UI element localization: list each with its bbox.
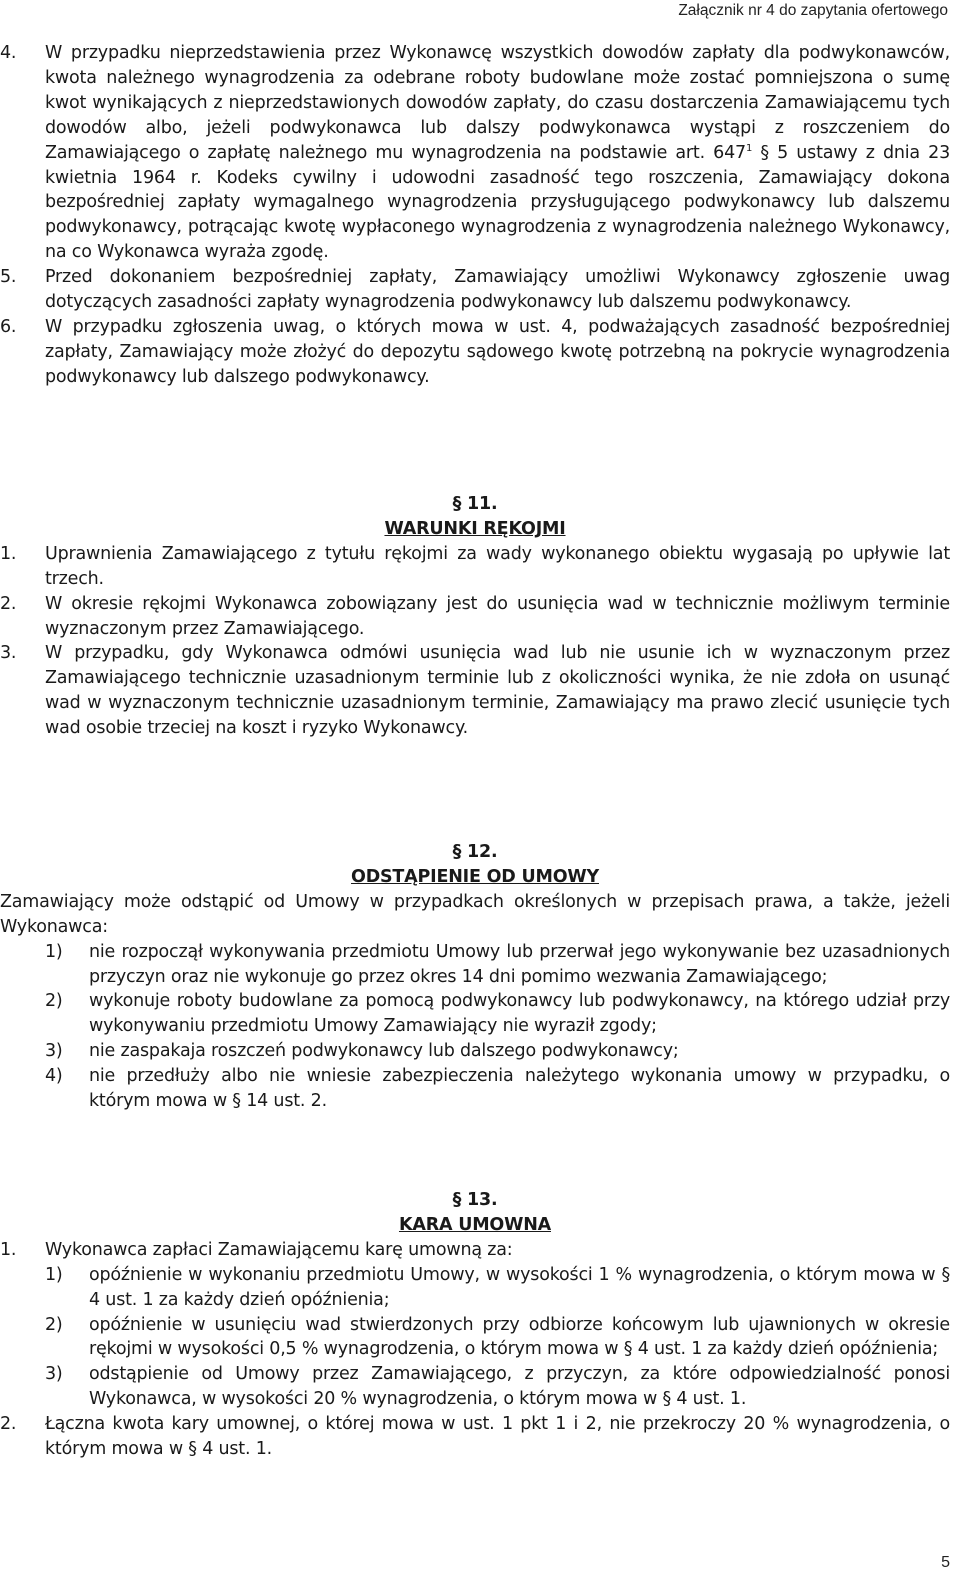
paragraph-item	[0, 265, 950, 315]
item-text: W przypadku nieprzedstawienia przez Wykonawcę wszystkich dowodów zapłaty dla podwykonawców, kwota należnego wynagrodzenia za odebrane roboty budowlane może zostać pomniejszona o sumę kwot wynikających z nieprzedstawionych dowodów zapłaty, do czasu dostarczenia Zamawiającemu tych dowodów albo, jeżeli podwykonawca lub dalszy podwykonawca wystąpi z roszczeniem do Zamawiającego o zapłatę należnego mu wynagrodzenia na podstawie art. 647	[45, 43, 950, 163]
item-text: § 5 ustawy z dnia 23 kwietnia 1964 r. Kodeks cywilny i udowodni zasadność tego roszczenia, Zamawiający dokona bezpośredniej zapłaty wymagalnego wynagrodzenia przysługującego podwykonawcy lub dalszemu podwykonawcy, potrącając kwotę wypłaconego wynagrodzenia z wynagrodzenia należnego Wykonawcy, na co Wykonawca wyraża zgodę.	[45, 142, 951, 263]
item-number: 3)	[45, 1041, 63, 1062]
item-number: 2)	[45, 1314, 63, 1335]
section-13	[0, 1188, 950, 1462]
item-text: opóźnienie w wykonaniu przedmiotu Umowy, w wysokości 1 % wynagrodzenia, o którym mowa w § 4 ust. 1 za każdy dzień opóźnienia;	[89, 1264, 950, 1310]
paragraph-item	[0, 1238, 950, 1263]
section-title: WARUNKI RĘKOJMI	[384, 518, 566, 539]
item-number: 2)	[45, 991, 63, 1012]
item-text: W okresie rękojmi Wykonawca zobowiązany jest do usunięcia wad w technicznie możliwym terminie wyznaczonym przez Zamawiającego.	[45, 593, 950, 639]
paragraph-item	[0, 592, 950, 642]
item-number: 2.	[0, 1414, 17, 1435]
list-item	[0, 1263, 950, 1313]
document-header: Załącznik nr 4 do zapytania ofertowego	[678, 2, 948, 19]
item-number: 4)	[45, 1066, 63, 1087]
item-number: 1.	[0, 543, 17, 564]
superscript: 1	[745, 142, 753, 154]
item-text: nie rozpoczął wykonywania przedmiotu Umowy lub przerwał jego wykonywanie bez uzasadnionych przyczyn oraz nie wykonuje go przez okres 14 dni pomimo wezwania Zamawiającego;	[89, 941, 950, 987]
item-text: Uprawnienia Zamawiającego z tytułu rękojmi za wady wykonanego obiektu wygasają po upływie lat trzech.	[45, 543, 950, 589]
section-title: ODSTĄPIENIE OD UMOWY	[351, 866, 599, 887]
item-number: 1.	[0, 1239, 17, 1260]
paragraph-item	[0, 315, 950, 390]
item-number: 2.	[0, 593, 17, 614]
section-12	[0, 840, 950, 1114]
list-item	[0, 1362, 950, 1412]
item-text: nie zaspakaja roszczeń podwykonawcy lub dalszego podwykonawcy;	[89, 1041, 679, 1062]
item-text: Wykonawca zapłaci Zamawiającemu karę umowną za:	[45, 1239, 513, 1260]
item-number: 6.	[0, 316, 17, 337]
section-number: § 12.	[452, 842, 498, 862]
item-number: 3)	[45, 1364, 63, 1385]
paragraph-item	[0, 41, 950, 265]
list-item	[0, 1313, 950, 1363]
section-number: § 11.	[452, 494, 498, 514]
item-text: Łączna kwota kary umownej, o której mowa w ust. 1 pkt 1 i 2, nie przekroczy 20 % wynagrodzenia, o którym mowa w § 4 ust. 1.	[45, 1414, 950, 1460]
item-text: nie przedłuży albo nie wniesie zabezpieczenia należytego wykonania umowy w przypadku, o którym mowa w § 14 ust. 2.	[89, 1066, 950, 1112]
item-text: Przed dokonaniem bezpośredniej zapłaty, Zamawiający umożliwi Wykonawcy zgłoszenie uwag dotyczących zasadności zapłaty wynagrodzenia podwykonawcy lub dalszemu podwykonawcy.	[45, 267, 950, 313]
item-number: 3.	[0, 643, 17, 664]
item-text: odstąpienie od Umowy przez Zamawiającego, z przyczyn, za które odpowiedzialność ponosi Wykonawca, w wysokości 20 % wynagrodzenia, o którym mowa w § 4 ust. 1.	[89, 1364, 950, 1410]
section-10-continuation	[0, 41, 950, 390]
item-text: W przypadku, gdy Wykonawca odmówi usunięcia wad lub nie usunie ich w wyznaczonym przez Zamawiającego technicznie uzasadnionym terminie lub z okoliczności wynika, że nie zdoła on usunąć wad w wyznaczonym technicznie uzasadnionym terminie, Zamawiający ma prawo zlecić usunięcie tych wad osobie trzeciej na koszt i ryzyko Wykonawcy.	[45, 643, 950, 739]
item-text: opóźnienie w usunięciu wad stwierdzonych przy odbiorze końcowym lub ujawnionych w okresie rękojmi w wysokości 0,5 % wynagrodzenia, o którym mowa w § 4 ust. 1 za każdy dzień opóźnienia;	[89, 1314, 950, 1360]
section-11	[0, 492, 950, 741]
paragraph-item	[0, 1412, 950, 1462]
list-item	[0, 1064, 950, 1114]
list-item	[0, 989, 950, 1039]
item-number: 5.	[0, 267, 17, 288]
paragraph-item	[0, 641, 950, 741]
item-number: 1)	[45, 941, 63, 962]
item-number: 1)	[45, 1264, 63, 1285]
list-item	[0, 940, 950, 990]
list-item	[0, 1039, 950, 1064]
section-intro: Zamawiający może odstąpić od Umowy w przypadkach określonych w przepisach prawa, a także, jeżeli Wykonawca:	[0, 891, 950, 937]
item-text: wykonuje roboty budowlane za pomocą podwykonawcy lub podwykonawcy, na którego udział przy wykonywaniu przedmiotu Umowy Zamawiający nie wyraził zgody;	[89, 991, 950, 1037]
section-title: KARA UMOWNA	[398, 1214, 551, 1235]
item-text: W przypadku zgłoszenia uwag, o których mowa w ust. 4, podważających zasadność bezpośredniej zapłaty, Zamawiający może złożyć do depozytu sądowego kwotę potrzebną na pokrycie wynagrodzenia podwykonawcy lub dalszego podwykonawcy.	[45, 316, 950, 387]
item-number: 4.	[0, 43, 17, 63]
paragraph-item	[0, 542, 950, 592]
section-number: § 13.	[452, 1190, 498, 1210]
page-number: 5	[941, 1554, 950, 1571]
